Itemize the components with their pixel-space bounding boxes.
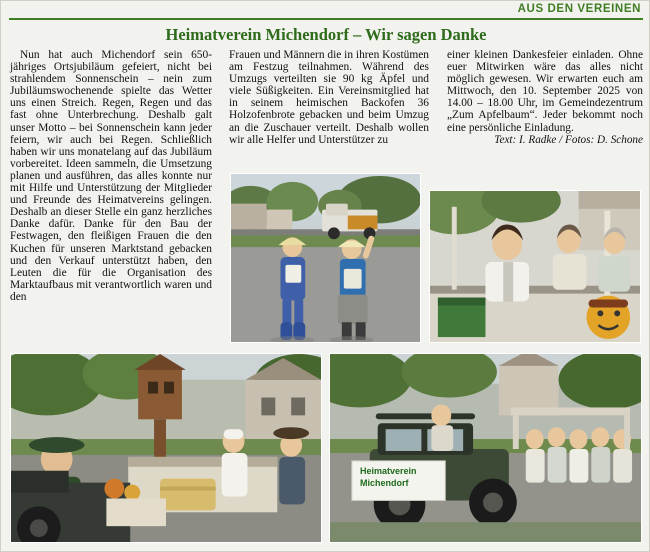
photo-tractor-market-stand xyxy=(10,353,322,543)
header-divider xyxy=(9,18,643,20)
photo-women-on-float xyxy=(429,190,641,343)
photo-utility-vehicle-parade xyxy=(329,353,642,543)
page-header xyxy=(1,1,650,21)
column-1-paragraph: Nun hat auch Michendorf sein 650-jähriges Ortsjubiläum gefeiert, nicht bei strahlendem Sonnenschein – nein zum Jubiläumswochenende spielte das Wetter uns einen Streich. Regen, Regen und das fast ohne Unterbrechung. Deshalb galt unser Motto – bei Sonnenschein kann jeder feiern, wir auch bei Regen. Schließlich haben wir uns monatelang auf das Jubiläum vorbereitet. Ideen sammeln, die Umsetzung planen und ausführen, das alles konnte nur mit Hilfe und Unterstützung der Mitglieder und Freunde des Heimatvereins gelingen. Deshalb an dieser Stelle ein ganz herzliches Danke dafür. Danke für den Bau der Festwagen, den fleißigen Frauen die den Kuchen für unseren Marktstand gebacken und den Verkauf unterstützt haben, den Leuten die für die Organisation des Marktaufbaus mit verantwortlich waren und den xyxy=(10,49,212,303)
banner-line-2: Michendorf xyxy=(360,478,409,488)
photo-4-graphic xyxy=(330,354,641,542)
page-title: Heimatverein Michendorf – Wir sagen Danke xyxy=(165,25,487,44)
text-column-2 xyxy=(229,49,429,146)
photo-3-graphic xyxy=(11,354,321,542)
photo-2-graphic xyxy=(430,191,640,342)
text-column-3 xyxy=(447,49,643,146)
article-credits: Text: I. Radke / Fotos: D. Schone xyxy=(494,133,643,146)
text-column-1 xyxy=(10,49,212,349)
column-3-paragraph: einer kleinen Dankesfeier einladen. Ohne euer Mitwirken wäre das alles nicht möglich gewesen. Wir erwarten euch am Mittwoch, den 10. September 2025 von 14.00 – 18.00 Uhr, im Gemeindezentrum „Zum Apfelbaum“. Jeder bekommt noch eine persönliche Einladung. xyxy=(447,49,643,134)
column-2-paragraph: Frauen und Männern die in ihren Kostümen am Festzug teilnahmen. Während des Umzugs verteilten sie 90 kg Äpfel und viele Süßigkeiten. Ein Vereinsmitglied hat in seinem heimischen Backofen 36 Holzofenbrote gebacken und beim Umzug an die Zuschauer verteilt. Deshalb wollen wir alle Helfer und Unterstützer zu xyxy=(229,49,429,146)
photo-costumed-children-street xyxy=(230,173,421,343)
section-label: AUS DEN VEREINEN xyxy=(517,3,641,15)
banner-line-1: Heimatverein xyxy=(360,466,417,476)
photo-1-graphic xyxy=(231,174,420,342)
